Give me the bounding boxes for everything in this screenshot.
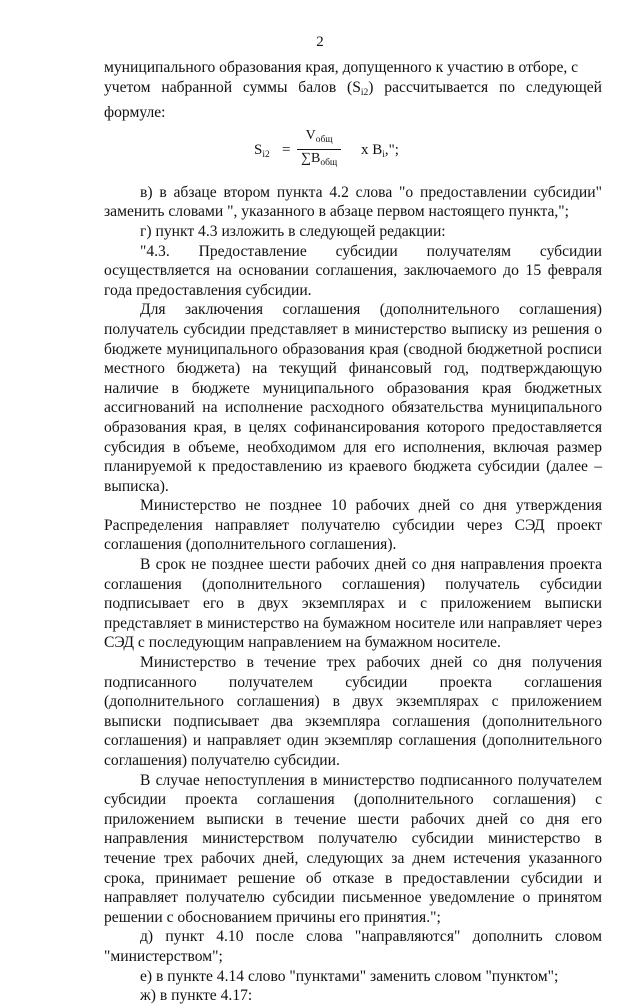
paragraph-zh: ж) в пункте 4.17: [140,987,253,1005]
paragraph-non-receipt: В случае непоступления в министерство подписанного получателем субсидии проекта соглашения (дополнительного соглашения) с приложением выписки в течение шести рабочих дней со дня его направления министерством получателю субсидии министерство в течение трех рабочих дней, следующих за днем истечения указанного срока, принимает решение об отказе в предоставлении субсидии и направляет получателю субсидии письменное уведомление о принятом решении с обоснованием причины его принятия."; [104,771,602,926]
intro-line-2-sub: i2 [360,87,369,98]
formula-fraction [297,127,341,172]
paragraph-d: д) пункт 4.10 после слова "направляются" дополнить словом "министерством"; [104,928,602,965]
formula-denominator: $\sum B_{общ}$ [301,150,338,168]
paragraph-v: в) в абзаце втором пункта 4.2 слова "о предоставлении субсидии" заменить словами ", указанного в абзаце первом настоящего пункта,"; [104,183,602,221]
formula-multiplier: x $B_i$,"; [361,141,399,160]
paragraph-4-3: "4.3. Предоставление субсидии получателям субсидии осуществляется на основании соглашения, заключаемого до 15 февраля года предоставления субсидии. [104,242,602,299]
paragraph-e: е) в пункте 4.14 слово "пунктами" заменить словом "пунктом"; [140,967,559,985]
page-number: 2 [316,34,324,50]
paragraph-ministry-sends: Министерство не позднее 10 рабочих дней со дня утверждения Распределения направляет получателю субсидии через СЭД проект соглашения (дополнительного соглашения). [104,497,602,554]
paragraph-g: г) пункт 4.3 изложить в следующей редакции: [140,222,446,240]
intro-line-2 [104,78,602,123]
paragraph-ministry-signs: Министерство в течение трех рабочих дней со дня получения подписанного получателем субсидии проекта соглашения (дополнительного соглашения) в двух экземплярах с приложением выписки подписывает два экземпляра соглашения (дополнительного соглашения) и направляет один экземпляр соглашения (дополнительного соглашения) получателю субсидии. [104,654,602,769]
paragraph-agreement-conclusion: Для заключения соглашения (дополнительного соглашения) получатель субсидии представляет в министерство выписку из решения о бюджете муниципального образования края (сводной бюджетной росписи местного бюджета) на текущий финансовый год, подтверждающую наличие в бюджете муниципального образования края бюджетных ассигнований на исполнение расходного обязательства муниципального образования края, в целях софинансирования которого предоставляется субсидия в объеме, необходимом для его исполнения, включая размер планируемой к предоставлению из краевого бюджета субсидии (далее – выписка). [104,301,602,495]
formula-equals: = [282,141,291,158]
document-body [104,58,602,1006]
intro-line-2-pre: учетом набранной суммы балов (S [104,78,361,96]
paragraph-recipient-signs: В срок не позднее шести рабочих дней со дня направления проекта соглашения (дополнительного соглашения) получатель субсидии подписывает его в двух экземплярах и с приложением выписки представляет в министерство на бумажном носителе или направляет через СЭД с последующим направлением на бумажном носителе. [104,556,602,652]
intro-line-1: муниципального образования края, допущенного к участию в отборе, с [104,59,579,76]
formula-lhs: $S_{i2}$ [254,141,270,160]
formula-numerator: $V_{общ}$ [297,127,341,150]
intro-line-2-post: ) рассчитывается по следующей формуле: [104,78,602,122]
formula [104,127,602,177]
